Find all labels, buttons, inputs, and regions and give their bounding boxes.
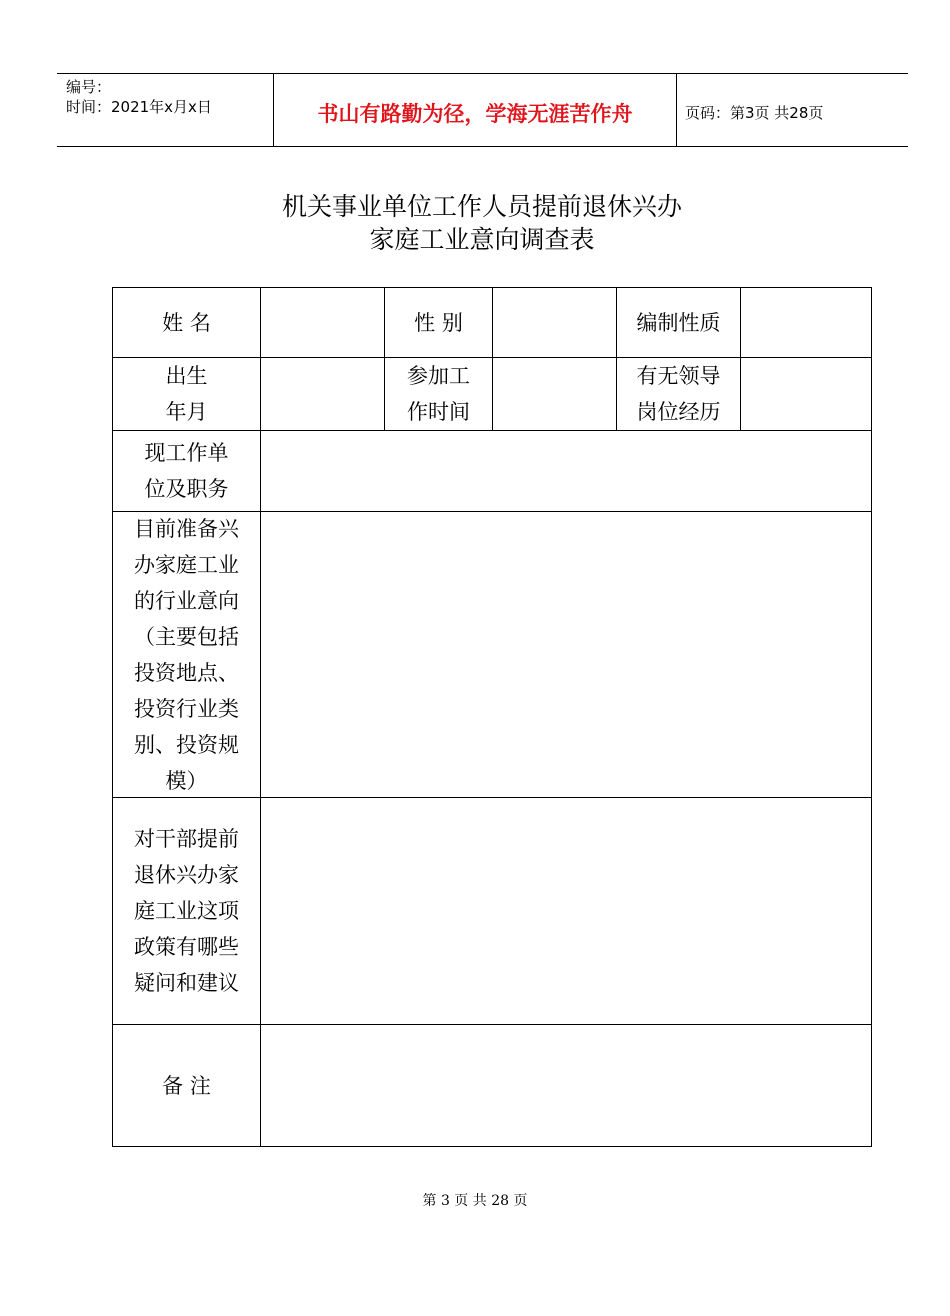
industry-intent-label: 目前准备兴 办家庭工业 的行业意向 （主要包括 投资地点、 投资行业类 别、投资规 模） bbox=[134, 516, 239, 793]
footer-page-number: 第 3 页 共 28 页 bbox=[422, 1193, 528, 1209]
header-top-rule bbox=[57, 73, 908, 74]
survey-form-table bbox=[112, 287, 872, 1147]
document-number: 编号： bbox=[66, 78, 112, 96]
birth-date-label: 出生 年月 bbox=[165, 364, 208, 424]
header-meta bbox=[66, 77, 212, 117]
current-unit-field[interactable] bbox=[261, 431, 871, 511]
gender-label: 性 别 bbox=[414, 310, 463, 335]
work-start-field[interactable] bbox=[493, 358, 616, 430]
form-title-line-2: 家庭工业意向调查表 bbox=[369, 225, 595, 254]
header-bottom-rule bbox=[57, 146, 908, 147]
name-label: 姓 名 bbox=[162, 310, 211, 335]
birth-date-field[interactable] bbox=[261, 358, 384, 430]
header-motto: 书山有路勤为径，学海无涯苦作舟 bbox=[317, 102, 633, 126]
header-divider bbox=[273, 74, 274, 146]
header-page-number: 页码：第3页 共28页 bbox=[685, 104, 824, 122]
gender-field[interactable] bbox=[493, 288, 616, 357]
staffing-type-field[interactable] bbox=[741, 288, 871, 357]
staffing-type-label: 编制性质 bbox=[636, 310, 721, 335]
work-start-label: 参加工 作时间 bbox=[407, 364, 470, 424]
header-divider bbox=[676, 74, 677, 146]
name-field[interactable] bbox=[261, 288, 384, 357]
form-title-line-1: 机关事业单位工作人员提前退休兴办 bbox=[281, 192, 682, 221]
leadership-experience-label: 有无领导 岗位经历 bbox=[636, 364, 721, 424]
policy-questions-label: 对干部提前 退休兴办家 庭工业这项 政策有哪些 疑问和建议 bbox=[134, 827, 239, 995]
policy-questions-field[interactable] bbox=[261, 798, 871, 1024]
current-unit-label: 现工作单 位及职务 bbox=[144, 441, 229, 501]
leadership-experience-field[interactable] bbox=[741, 358, 871, 430]
document-time: 时间：2021年x月x日 bbox=[66, 98, 212, 116]
remarks-field[interactable] bbox=[261, 1025, 871, 1146]
remarks-label: 备 注 bbox=[162, 1073, 211, 1098]
industry-intent-field[interactable] bbox=[261, 512, 871, 797]
